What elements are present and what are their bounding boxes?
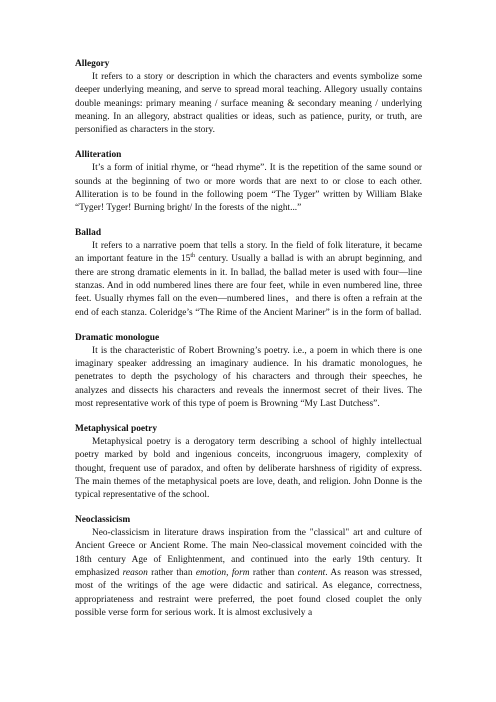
document-page [75,58,422,632]
entry-definition [75,240,422,320]
entry-term: Dramatic monologue [75,332,160,343]
glossary-entry-allegory [75,58,422,138]
definition-text: , [226,568,232,579]
emphasis-word: form [231,568,250,579]
emphasis-word: emotion [195,568,227,579]
glossary-entry-alliteration [75,149,422,215]
entry-definition [75,527,422,620]
definition-text: century. Usually a ballad is with an abrupt beginning, and there are strong dramatic elements in it. In ballad, the ballad meter is used with four—line stanzas. And in odd numbered lines there are four feet, while in even numbered line, three feet. Usually rhymes fall on the even—numbered lines，and there is often a refrain at the end of each stanza. Coleridge’s “The Rime of the Ancient Mariner” is in the form of ballad. [75,254,422,318]
entry-definition: It refers to a story or description in which the characters and events symbolize some deeper underlying meaning, and serve to spread moral teaching. Allegory usually contains double meanings: primary meaning / surface meaning & secondary meaning / underlying meaning. In an allegory, abstract qualities or ideas, such as patience, purity, or truth, are personified as characters in the story. [75,72,422,136]
glossary-entry-neoclassicism [75,514,422,620]
glossary-entry-metaphysical-poetry [75,423,422,503]
definition-text: It refers to a narrative poem that tells a story. In the field of folk literature, it became an important feature in the 15 [75,241,422,265]
emphasis-word: reason [122,568,148,579]
definition-text: rather than [147,568,196,579]
entry-definition: It is the characteristic of Robert Browning’s poetry. i.e., a poem in which there is one imaginary speaker addressing an imaginary audience. In his dramatic monologues, he penetrates to depth the psychology of his characters and through their speeches, he analyzes and dissects his characters and reveals the innermost secret of their lives. The most representative work of this type of poem is Browning “My Last Dutchess”. [75,345,422,410]
entry-definition: It’s a form of initial rhyme, or “head rhyme”. It is the repetition of the same sound or sounds at the beginning of two or more words that are next to or close to each other. Alliteration is to be found in the following poem “The Tyger” written by William Blake “Tyger! Tyger! Burning bright/ In the forests of the night...” [75,163,422,214]
entry-term: Ballad [75,228,102,239]
ordinal-suffix: th [190,253,196,260]
glossary-entry-dramatic-monologue [75,332,422,412]
entry-term: Neoclassicism [75,515,131,526]
entry-term: Metaphysical poetry [75,423,158,434]
emphasis-word: content [297,568,326,579]
glossary-entry-ballad [75,227,422,320]
entry-term: Allegory [75,59,110,69]
entry-definition: Metaphysical poetry is a derogatory term describing a school of highly intellectual poetry marked by bold and ingenious conceits, incongruous imagery, complexity of thought, frequent use of paradox, and often by deliberate harshness of rigidity of express. The main themes of the metaphysical poets are love, death, and religion. John Donne is the typical representative of the school. [75,436,422,501]
definition-text: . As reason was stressed, most of the writings of the age were didactic and satirical. As elegance, correctness, appropriateness and restraint were preferred, the poet found closed couplet the only possible verse form for serious work. It is almost exclusively a [75,568,423,619]
entry-term: Alliteration [75,150,122,161]
definition-text: Neo-classicism in literature draws inspiration from the "classical" art and culture of Ancient Greece or Ancient Rome. The main Neo-classical movement coincided with the 18th century Age of Enlightenment, and continued into the early 19th century. It emphasized [75,528,422,579]
definition-text: rather than [249,568,298,579]
